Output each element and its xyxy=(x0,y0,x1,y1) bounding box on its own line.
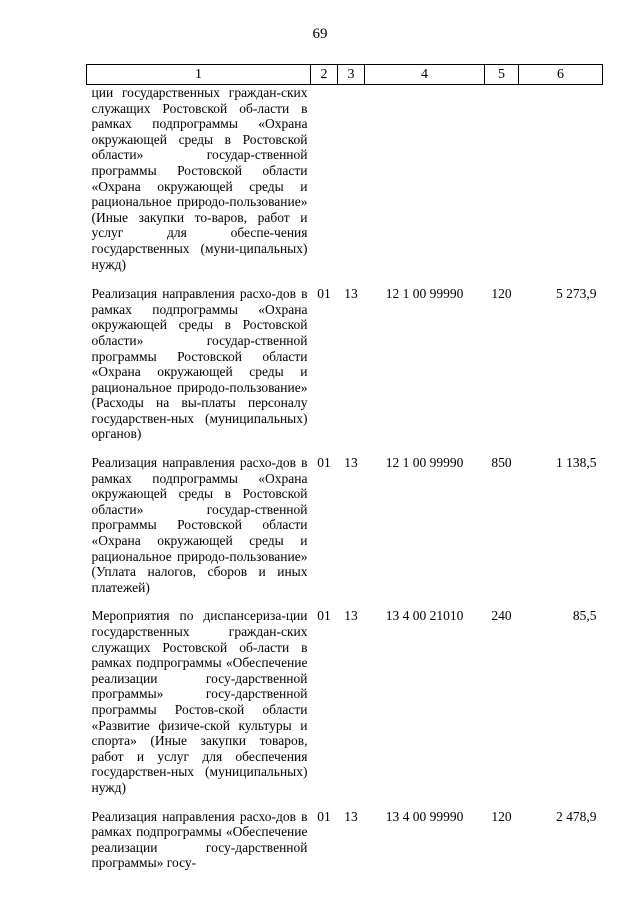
row-section: 01 xyxy=(317,455,331,471)
col-header-1: 1 xyxy=(87,65,311,85)
table-row xyxy=(87,280,603,449)
row-target-code xyxy=(365,85,485,281)
table-row xyxy=(87,449,603,602)
row-subsection: 13 xyxy=(344,608,358,624)
row-target-code: 12 1 00 99990 xyxy=(385,455,464,471)
table-header-row xyxy=(87,65,603,85)
row-section: 01 xyxy=(317,808,331,824)
row-subsection: 13 xyxy=(344,286,358,302)
row-target-code: 13 4 00 21010 xyxy=(385,608,464,624)
col-header-4: 4 xyxy=(365,65,485,85)
row-amount: 1 138,5 xyxy=(556,455,597,471)
col-header-3: 3 xyxy=(338,65,365,85)
row-amount: 85,5 xyxy=(572,608,597,624)
budget-table xyxy=(86,64,603,878)
table-row xyxy=(87,602,603,802)
col-header-5: 5 xyxy=(485,65,519,85)
row-expense-type: 850 xyxy=(491,455,512,471)
table-row xyxy=(87,803,603,878)
page-number: 69 xyxy=(312,26,328,42)
row-amount: 5 273,9 xyxy=(556,286,597,302)
row-section: 01 xyxy=(317,608,331,624)
row-amount: 2 478,9 xyxy=(556,808,597,824)
table-row xyxy=(87,85,603,281)
row-expense-type: 120 xyxy=(491,808,512,824)
row-description: Мероприятия по диспансериза-ции государственных граждан-ских служащих Ростовской об-ласти в рамках подпрограммы «Обеспечение реализации госу-дарственной программы» госу-дарственной программы Ростов-ской области «Развитие физиче-ской культуры и спорта» (Иные закупки товаров, работ и услуг для обеспечения государствен-ных (муниципальных) нужд) xyxy=(91,608,308,795)
row-description: Реализация направления расхо-дов в рамках подпрограммы «Охрана окружающей среды в Ростовской области» государ-ственной программы Ростовской области «Охрана окружающей среды и рациональное природо-пользование» (Уплата налогов, сборов и иных платежей) xyxy=(91,455,308,595)
col-header-6: 6 xyxy=(519,65,603,85)
row-target-code: 13 4 00 99990 xyxy=(385,808,464,824)
row-amount xyxy=(519,85,603,281)
row-target-code: 12 1 00 99990 xyxy=(385,286,464,302)
row-expense-type: 120 xyxy=(491,286,512,302)
col-header-2: 2 xyxy=(311,65,338,85)
row-subsection: 13 xyxy=(344,808,358,824)
row-description: Реализация направления расхо-дов в рамках подпрограммы «Обеспечение реализации госу-дарственной программы» госу- xyxy=(91,808,308,871)
row-section: 01 xyxy=(317,286,331,302)
row-section xyxy=(311,85,338,281)
row-description: Реализация направления расхо-дов в рамках подпрограммы «Охрана окружающей среды в Ростовской области» государ-ственной программы Ростовской области «Охрана окружающей среды и рациональное природо-пользование» (Расходы на вы-платы персоналу государствен-ных (муниципальных) органов) xyxy=(91,286,308,442)
row-expense-type xyxy=(485,85,519,281)
row-subsection xyxy=(338,85,365,281)
row-subsection: 13 xyxy=(344,455,358,471)
row-description: ции государственных граждан-ских служащих Ростовской об-ласти в рамках подпрограммы «Охрана окружающей среды в Ростовской области» государ-ственной программы Ростовской области «Охрана окружающей среды и рациональное природо-пользование» (Иные закупки то-варов, работ и услуг для обеспе-чения государственных (муни-ципальных) нужд) xyxy=(91,85,308,272)
row-expense-type: 240 xyxy=(491,608,512,624)
